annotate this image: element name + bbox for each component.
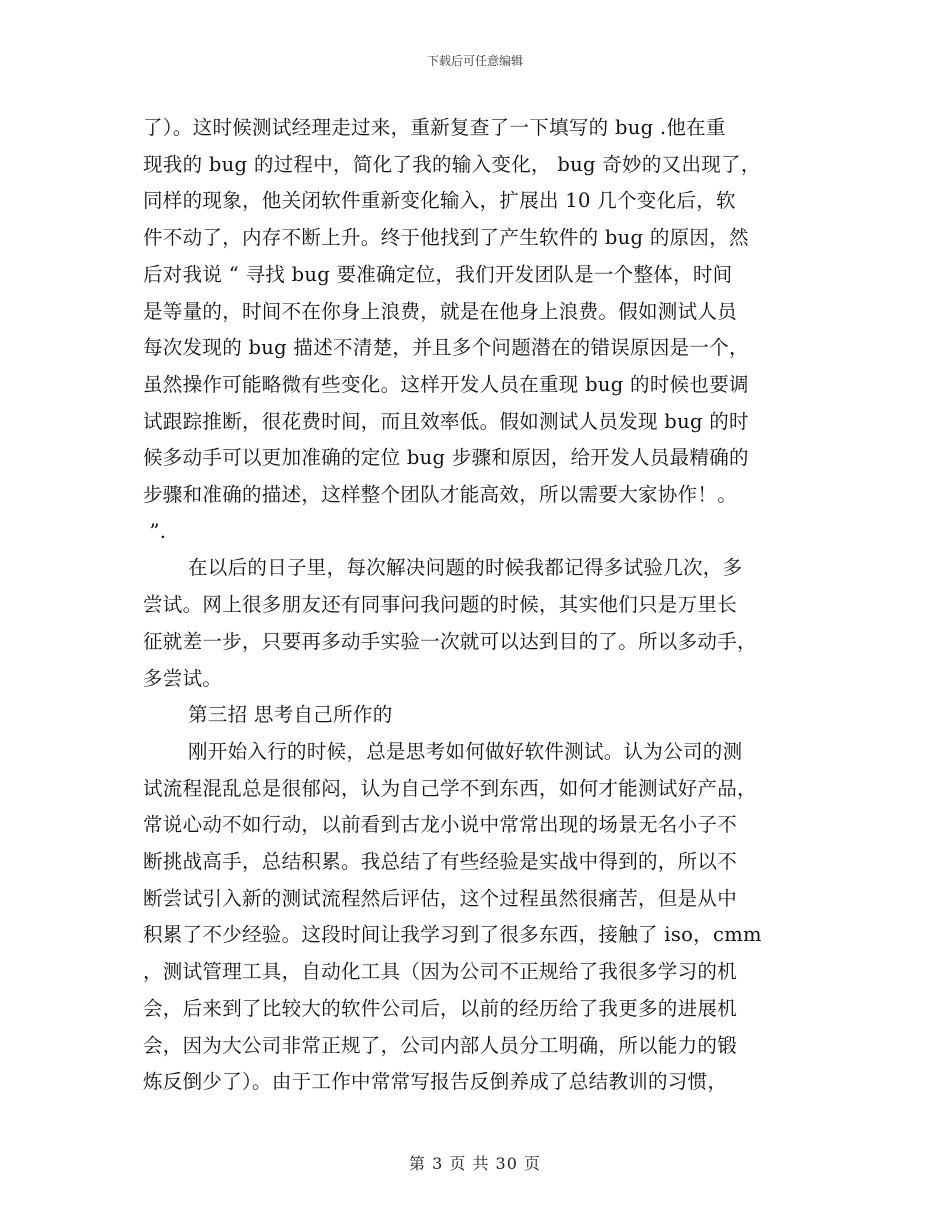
text-line: 同样的现象，他关闭软件重新变化输入，扩展出 10 几个变化后，软 (143, 189, 736, 213)
text-line: 断尝试引入新的测试流程然后评估，这个过程虽然很痛苦，但是从中 (143, 886, 738, 910)
text-line: 后对我说 “ 寻找 bug 要准确定位，我们开发团队是一个整体，时间 (143, 262, 733, 286)
text-line: 试跟踪推断，很花费时间，而且效率低。假如测试人员发现 bug 的时 (143, 409, 749, 433)
text-line: 断挑战高手，总结积累。我总结了有些经验是实战中得到的，所以不 (143, 850, 738, 874)
text-line: 常说心动不如行动，以前看到古龙小说中常常出现的场景无名小子不 (143, 813, 738, 837)
section-heading: 第三招 思考自己所作的 (188, 703, 393, 727)
paragraph-start-line: 在以后的日子里，每次解决问题的时候我都记得多试验几次，多 (188, 556, 743, 580)
document-body (143, 110, 809, 1101)
text-line: ”. (143, 519, 167, 543)
page-header: 下载后可任意编辑 (426, 54, 523, 68)
text-line: 炼反倒少了）。由于工作中常常写报告反倒养成了总结教训的习惯， (143, 1070, 728, 1094)
text-line: 步骤和准确的描述，这样整个团队才能高效，所以需要大家协作！。 (143, 483, 738, 507)
text-line: 件不动了，内存不断上升。终于他找到了产生软件的 bug 的原因，然 (143, 226, 749, 250)
text-line: 虽然操作可能略微有些变化。这样开发人员在重现 bug 的时候也要调 (143, 372, 749, 396)
text-line: 会，因为大公司非常正规了，公司内部人员分工明确，所以能力的锻 (143, 1033, 738, 1057)
text-line: 会，后来到了比较大的软件公司后，以前的经历给了我更多的进展机 (143, 996, 738, 1020)
text-line: 试流程混乱总是很郁闷，认为自己学不到东西，如何才能测试好产品， (143, 776, 757, 800)
text-line: 积累了不少经验。这段时间让我学习到了很多东西，接触了 iso，cmm (143, 923, 762, 947)
text-line: 征就差一步，只要再多动手实验一次就可以达到目的了。所以多动手， (143, 629, 757, 653)
text-line: ，测试管理工具，自动化工具（因为公司不正规给了我很多学习的机 (143, 960, 738, 984)
text-line: 候多动手可以更加准确的定位 bug 步骤和原因，给开发人员最精确的 (143, 446, 749, 470)
text-line: 尝试。网上很多朋友还有同事问我问题的时候，其实他们只是万里长 (143, 593, 738, 617)
text-line: 了）。这时候测试经理走过来，重新复查了一下填写的 bug .他在重 (143, 116, 726, 139)
page-footer: 第 3 页 共 30 页 (409, 1154, 541, 1173)
text-line: 每次发现的 bug 描述不清楚，并且多个问题潜在的错误原因是一个， (143, 336, 749, 360)
paragraph-start-line: 刚开始入行的时候，总是思考如何做好软件测试。认为公司的测 (188, 739, 743, 763)
text-line: 多尝试。 (143, 666, 223, 690)
text-line: 现我的 bug 的过程中，简化了我的输入变化， bug 奇妙的又出现了， (143, 152, 761, 176)
text-line: 是等量的，时间不在你身上浪费，就是在他身上浪费。假如测试人员 (143, 299, 738, 323)
